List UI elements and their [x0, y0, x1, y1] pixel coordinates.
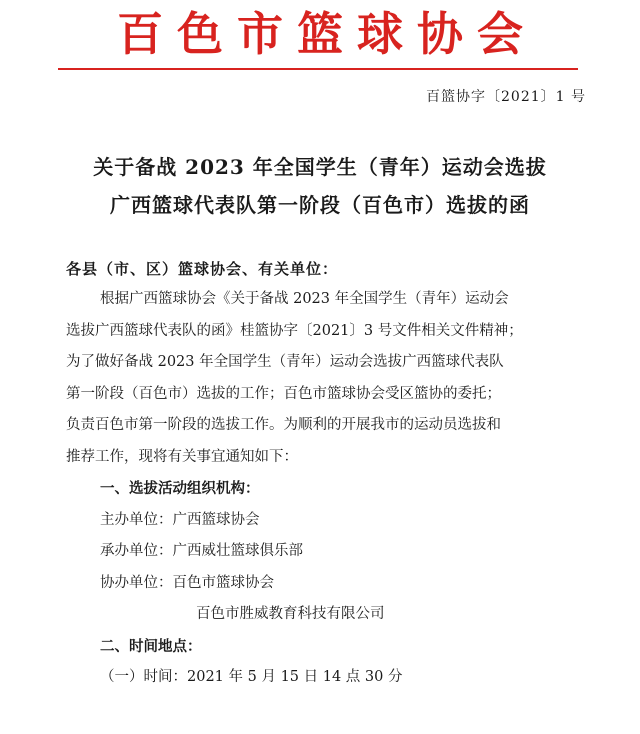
document-number: 百篮协字〔2021〕1 号	[426, 89, 586, 105]
organizer-unit: 承办单位：广西威壮篮球俱乐部	[100, 543, 303, 559]
document-title	[0, 148, 640, 224]
paragraph-line: 推荐工作，现将有关事宜通知如下：	[66, 448, 298, 465]
paragraph-line: 选拔广西篮球代表队的函》桂篮协字〔2021〕3 号文件相关文件精神；	[66, 322, 523, 339]
section-heading-organization: 一、选拔活动组织机构：	[100, 480, 260, 497]
co-organizer-unit: 协办单位：百色市篮球协会	[100, 574, 274, 591]
paragraph-line: 为了做好备战 2023 年全国学生（青年）运动会选拔广西篮球代表队	[66, 354, 504, 370]
section-heading-time-location: 二、时间地点：	[100, 637, 202, 655]
letterhead-title: 百色市篮球协会	[117, 7, 537, 61]
paragraph-line: 第一阶段（百色市）选拔的工作；百色市篮球协会受区篮协的委托；	[66, 385, 501, 402]
salutation: 各县（市、区）篮球协会、有关单位：	[66, 260, 339, 278]
co-organizer-unit-2: 百色市胜威教育科技有限公司	[196, 606, 385, 622]
host-unit: 主办单位：广西篮球协会	[100, 511, 260, 528]
title-line-1: 关于备战 2023 年全国学生（青年）运动会选拔	[93, 155, 547, 179]
title-line-2: 广西篮球代表队第一阶段（百色市）选拔的函	[110, 193, 530, 217]
event-time: （一）时间：2021 年 5 月 15 日 14 点 30 分	[100, 669, 403, 685]
document-body	[66, 284, 576, 694]
paragraph-line: 负责百色市第一阶段的选拔工作。为顺利的开展我市的运动员选拔和	[66, 417, 501, 433]
paragraph-line: 根据广西篮球协会《关于备战 2023 年全国学生（青年）运动会	[100, 291, 509, 307]
letterhead-divider	[58, 68, 578, 70]
